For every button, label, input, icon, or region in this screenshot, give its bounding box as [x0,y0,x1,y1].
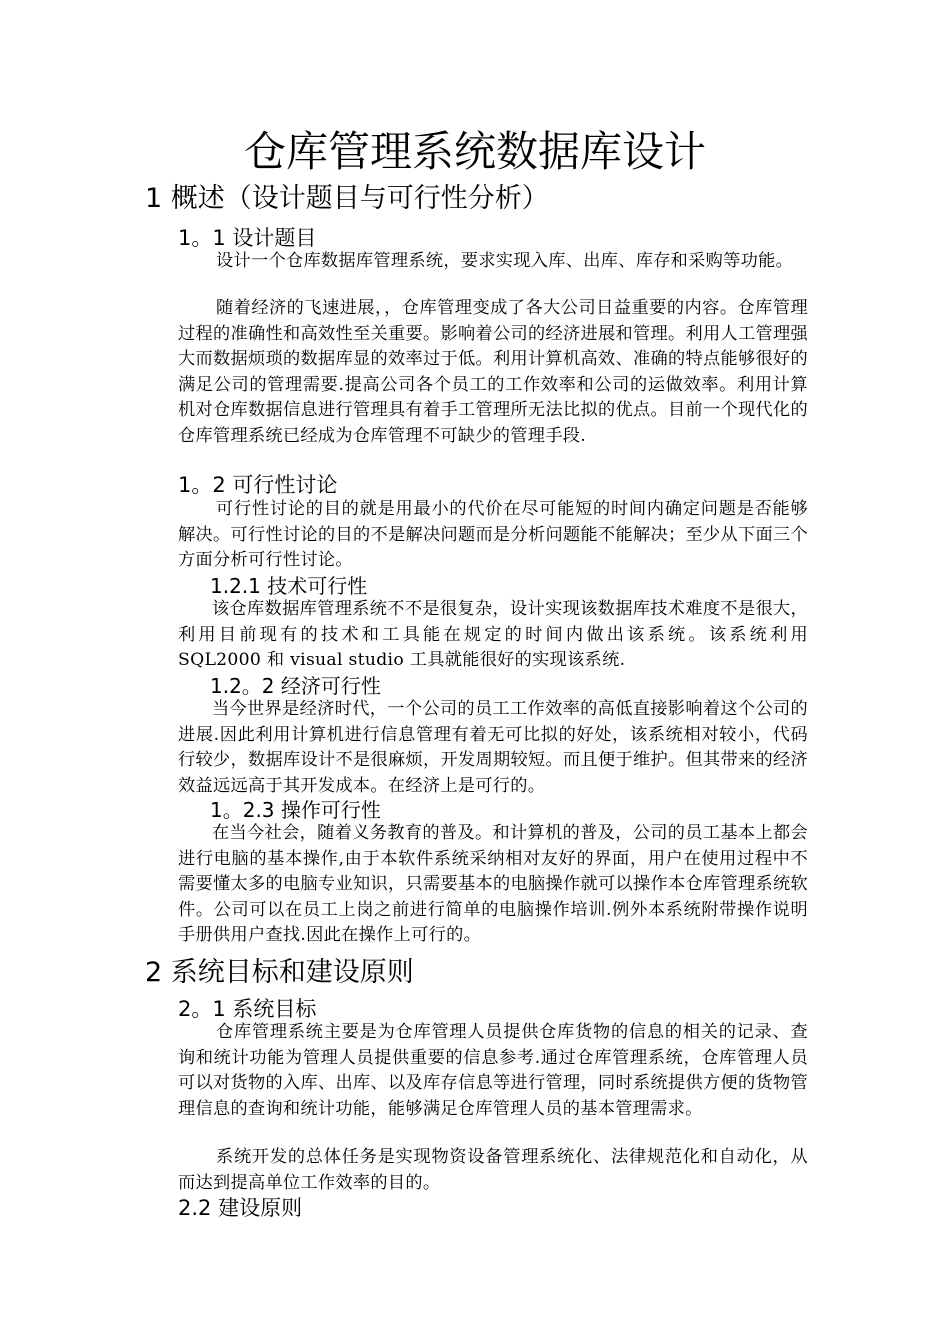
section-2-1-paragraph-1: 仓库管理系统主要是为仓库管理人员提供仓库货物的信息的相关的记录、查询和统计功能为管理人员提供重要的信息参考.通过仓库管理系统，仓库管理人员可以对货物的入库、出库、以及库存信息等进行管理，同时系统提供方便的货物管理信息的查询和统计功能，能够满足仓库管理人员的基本管理需求。 [178,1022,808,1119]
document-title: 仓库管理系统数据库设计 [243,127,706,176]
section-2-2-heading: 2.2 建设原则 [178,1196,303,1220]
section-1-2-3-paragraph: 在当今社会，随着义务教育的普及。和计算机的普及，公司的员工基本上都会进行电脑的基本操作,由于本软件系统采纳相对友好的界面，用户在使用过程中不需要懂太多的电脑专业知识，只需要基本的电脑操作就可以操作本仓库管理系统软件。公司可以在员工上岗之前进行简单的电脑操作培训.例外本系统附带操作说明手册供用户查找.因此在操作上可行的。 [178,823,808,946]
section-1-2-3-heading: 1。2.3 操作可行性 [210,798,381,822]
section-2-1-heading: 2。1 系统目标 [178,997,317,1021]
section-2-heading: 2 系统目标和建设原则 [145,957,414,988]
section-1-2-paragraph: 可行性讨论的目的就是用最小的代价在尽可能短的时间内确定问题是否能够解决。可行性讨论的目的不是解决问题而是分析问题能不能解决；至少从下面三个方面分析可行性讨论。 [178,499,808,571]
section-1-2-1-paragraph: 该仓库数据库管理系统不不是很复杂，设计实现该数据库技术难度不是很大，利用目前现有的技术和工具能在规定的时间内做出该系统。该系统利用 SQL2000 和 visual studio 工具就能很好的实现该系统. [178,599,808,671]
section-2-1-paragraph-2: 系统开发的总体任务是实现物资设备管理系统化、法律规范化和自动化，从而达到提高单位工作效率的目的。 [178,1147,808,1193]
section-1-2-2-paragraph: 当今世界是经济时代，一个公司的员工工作效率的高低直接影响着这个公司的进展.因此利用计算机进行信息管理有着无可比拟的好处，该系统相对较小，代码行较少，数据库设计不是很麻烦，开发周期较短。而且便于维护。但其带来的经济效益远远高于其开发成本。在经济上是可行的。 [178,699,808,796]
section-1-heading: 1 概述（设计题目与可行性分析） [145,183,549,214]
section-1-1-paragraph-2: 随着经济的飞速进展，，仓库管理变成了各大公司日益重要的内容。仓库管理过程的准确性和高效性至关重要。影响着公司的经济进展和管理。利用人工管理强大而数据烦琐的数据库显的效率过于低。利用计算机高效、准确的特点能够很好的满足公司的管理需要.提高公司各个员工的工作效率和公司的运做效率。利用计算机对仓库数据信息进行管理具有着手工管理所无法比拟的优点。目前一个现代化的仓库管理系统已经成为仓库管理不可缺少的管理手段. [178,298,808,446]
section-1-2-1-heading: 1.2.1 技术可行性 [210,574,368,598]
section-1-2-heading: 1。2 可行性讨论 [178,473,338,497]
section-1-2-2-heading: 1.2。2 经济可行性 [210,674,381,698]
section-1-1-heading: 1。1 设计题目 [178,226,317,250]
section-1-1-paragraph-1: 设计一个仓库数据库管理系统，要求实现入库、出库、库存和采购等功能。 [216,251,794,271]
